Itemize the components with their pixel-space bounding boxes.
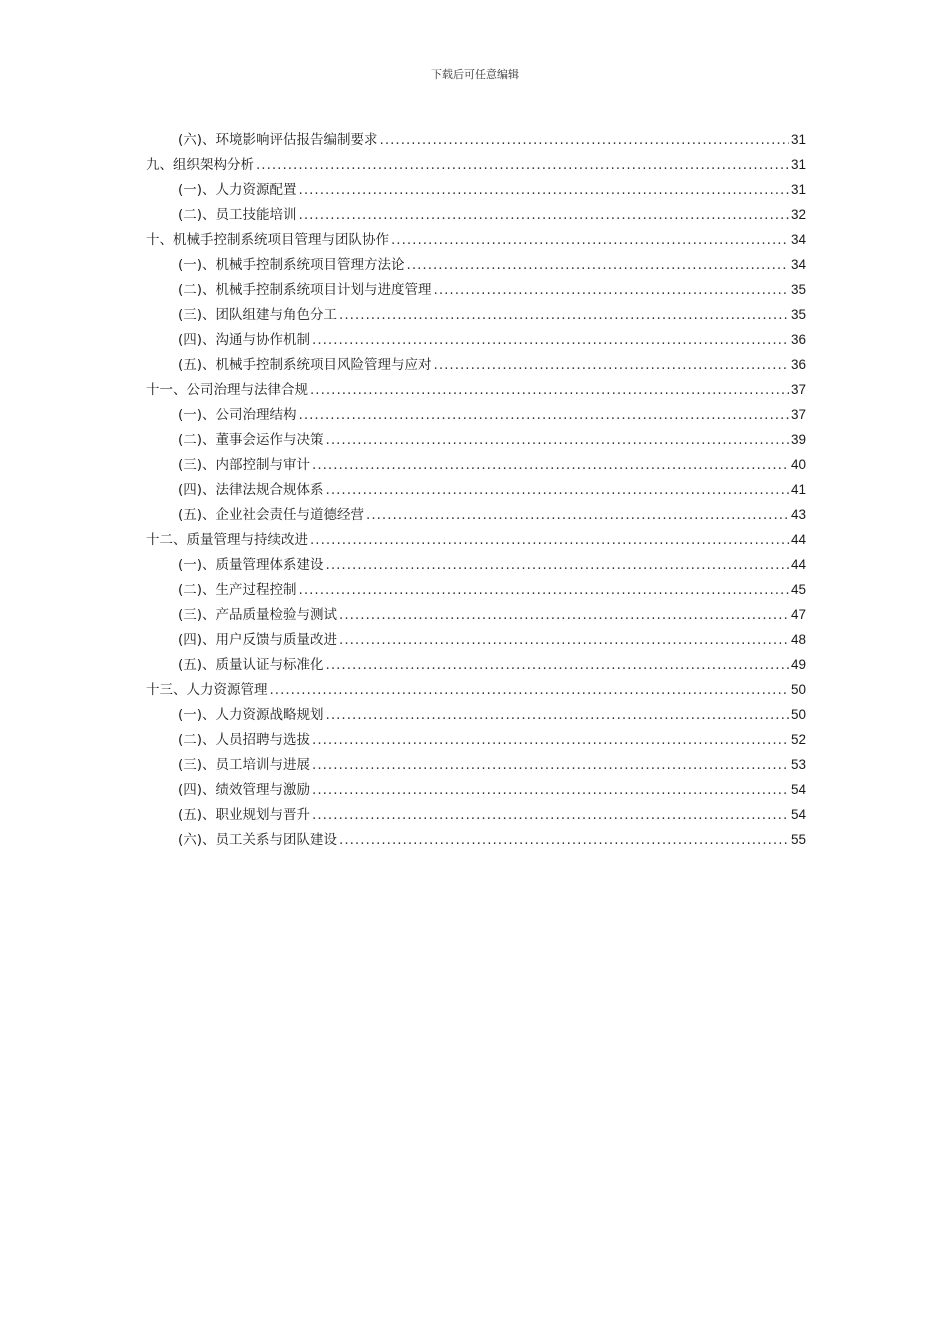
- toc-entry-title: (六)、环境影响评估报告编制要求: [178, 132, 378, 148]
- toc-dot-leader: [299, 403, 789, 428]
- toc-entry-page-number: 54: [790, 782, 806, 797]
- toc-dot-leader: [380, 128, 789, 153]
- toc-entry-title: (三)、团队组建与角色分工: [178, 307, 338, 323]
- toc-entry-page-number: 54: [790, 807, 806, 822]
- toc-dot-leader: [434, 353, 789, 378]
- toc-entry-page-number: 35: [790, 307, 806, 322]
- toc-entry-title: (一)、公司治理结构: [178, 407, 297, 423]
- toc-dot-leader: [326, 703, 789, 728]
- toc-entry-page-number: 39: [790, 432, 806, 447]
- table-of-contents: [146, 127, 806, 852]
- toc-entry-title: (五)、质量认证与标准化: [178, 657, 324, 673]
- toc-entry[interactable]: [146, 477, 806, 502]
- toc-dot-leader: [407, 253, 789, 278]
- toc-entry[interactable]: [146, 752, 806, 777]
- toc-entry-page-number: 45: [790, 582, 806, 597]
- toc-dot-leader: [256, 153, 789, 178]
- toc-entry[interactable]: [146, 402, 806, 427]
- toc-entry-page-number: 32: [790, 207, 806, 222]
- toc-entry[interactable]: [146, 127, 806, 152]
- toc-entry-page-number: 37: [790, 407, 806, 422]
- toc-dot-leader: [310, 378, 789, 403]
- toc-entry-title: 十一、公司治理与法律合规: [146, 382, 308, 398]
- toc-dot-leader: [339, 303, 789, 328]
- toc-entry-title: (五)、企业社会责任与道德经营: [178, 507, 365, 523]
- toc-dot-leader: [434, 278, 789, 303]
- toc-entry-title: (二)、人员招聘与选拔: [178, 732, 311, 748]
- toc-entry-page-number: 31: [790, 182, 806, 197]
- toc-entry-page-number: 31: [790, 132, 806, 147]
- toc-entry-title: (二)、生产过程控制: [178, 582, 297, 598]
- toc-dot-leader: [312, 728, 789, 753]
- toc-entry[interactable]: [146, 527, 806, 552]
- toc-entry-title: (六)、员工关系与团队建设: [178, 832, 338, 848]
- toc-entry[interactable]: [146, 377, 806, 402]
- toc-entry[interactable]: [146, 227, 806, 252]
- toc-entry-page-number: 36: [790, 332, 806, 347]
- toc-entry-title: 十、机械手控制系统项目管理与团队协作: [146, 232, 389, 248]
- toc-entry-title: (二)、员工技能培训: [178, 207, 297, 223]
- toc-dot-leader: [326, 428, 789, 453]
- toc-entry[interactable]: [146, 202, 806, 227]
- toc-dot-leader: [326, 553, 789, 578]
- toc-dot-leader: [299, 178, 789, 203]
- toc-entry[interactable]: [146, 352, 806, 377]
- toc-entry-page-number: 34: [790, 257, 806, 272]
- toc-dot-leader: [270, 678, 789, 703]
- toc-dot-leader: [312, 328, 789, 353]
- toc-entry[interactable]: [146, 677, 806, 702]
- toc-entry[interactable]: [146, 452, 806, 477]
- toc-dot-leader: [391, 228, 789, 253]
- toc-entry-title: (五)、职业规划与晋升: [178, 807, 311, 823]
- toc-entry-title: 十二、质量管理与持续改进: [146, 532, 308, 548]
- toc-entry-title: (四)、绩效管理与激励: [178, 782, 311, 798]
- toc-entry-title: (五)、机械手控制系统项目风险管理与应对: [178, 357, 432, 373]
- toc-dot-leader: [312, 778, 789, 803]
- toc-entry-page-number: 49: [790, 657, 806, 672]
- toc-dot-leader: [326, 478, 789, 503]
- toc-dot-leader: [339, 603, 789, 628]
- toc-entry[interactable]: [146, 802, 806, 827]
- toc-entry-title: (一)、质量管理体系建设: [178, 557, 324, 573]
- toc-entry-page-number: 44: [790, 532, 806, 547]
- toc-entry-title: (四)、用户反馈与质量改进: [178, 632, 338, 648]
- toc-dot-leader: [299, 578, 789, 603]
- toc-entry-page-number: 41: [790, 482, 806, 497]
- toc-entry[interactable]: [146, 427, 806, 452]
- toc-entry-page-number: 34: [790, 232, 806, 247]
- toc-entry-page-number: 40: [790, 457, 806, 472]
- toc-entry[interactable]: [146, 552, 806, 577]
- toc-entry-page-number: 52: [790, 732, 806, 747]
- toc-entry-title: (一)、机械手控制系统项目管理方法论: [178, 257, 405, 273]
- toc-entry-title: 十三、人力资源管理: [146, 682, 268, 698]
- toc-entry-title: (四)、法律法规合规体系: [178, 482, 324, 498]
- toc-entry-page-number: 47: [790, 607, 806, 622]
- toc-entry-page-number: 50: [790, 707, 806, 722]
- toc-entry[interactable]: [146, 702, 806, 727]
- toc-dot-leader: [326, 653, 789, 678]
- toc-dot-leader: [366, 503, 789, 528]
- toc-entry-title: (三)、员工培训与进展: [178, 757, 311, 773]
- toc-entry[interactable]: [146, 652, 806, 677]
- toc-entry[interactable]: [146, 277, 806, 302]
- toc-dot-leader: [310, 528, 789, 553]
- toc-dot-leader: [339, 628, 789, 653]
- toc-entry-page-number: 37: [790, 382, 806, 397]
- toc-dot-leader: [339, 828, 789, 853]
- toc-entry-page-number: 35: [790, 282, 806, 297]
- toc-entry[interactable]: [146, 627, 806, 652]
- toc-entry[interactable]: [146, 252, 806, 277]
- toc-dot-leader: [312, 453, 789, 478]
- toc-dot-leader: [312, 803, 789, 828]
- toc-entry[interactable]: [146, 502, 806, 527]
- toc-entry-title: (二)、董事会运作与决策: [178, 432, 324, 448]
- toc-entry[interactable]: [146, 777, 806, 802]
- page-header: 下载后可任意编辑: [431, 68, 519, 81]
- toc-entry-page-number: 55: [790, 832, 806, 847]
- toc-dot-leader: [299, 203, 789, 228]
- toc-entry-page-number: 53: [790, 757, 806, 772]
- toc-entry-page-number: 31: [790, 157, 806, 172]
- toc-entry-title: (二)、机械手控制系统项目计划与进度管理: [178, 282, 432, 298]
- toc-entry-title: (四)、沟通与协作机制: [178, 332, 311, 348]
- toc-entry-title: (一)、人力资源配置: [178, 182, 297, 198]
- toc-entry-page-number: 48: [790, 632, 806, 647]
- toc-entry-title: (一)、人力资源战略规划: [178, 707, 324, 723]
- toc-entry[interactable]: [146, 177, 806, 202]
- toc-entry-page-number: 44: [790, 557, 806, 572]
- toc-entry[interactable]: [146, 602, 806, 627]
- toc-entry-title: 九、组织架构分析: [146, 157, 254, 173]
- toc-entry[interactable]: [146, 327, 806, 352]
- toc-entry[interactable]: [146, 577, 806, 602]
- toc-entry-page-number: 36: [790, 357, 806, 372]
- toc-entry[interactable]: [146, 302, 806, 327]
- toc-entry-page-number: 50: [790, 682, 806, 697]
- toc-entry-page-number: 43: [790, 507, 806, 522]
- toc-entry-title: (三)、产品质量检验与测试: [178, 607, 338, 623]
- toc-entry[interactable]: [146, 152, 806, 177]
- toc-entry-title: (三)、内部控制与审计: [178, 457, 311, 473]
- toc-dot-leader: [312, 753, 789, 778]
- toc-entry[interactable]: [146, 827, 806, 852]
- toc-entry[interactable]: [146, 727, 806, 752]
